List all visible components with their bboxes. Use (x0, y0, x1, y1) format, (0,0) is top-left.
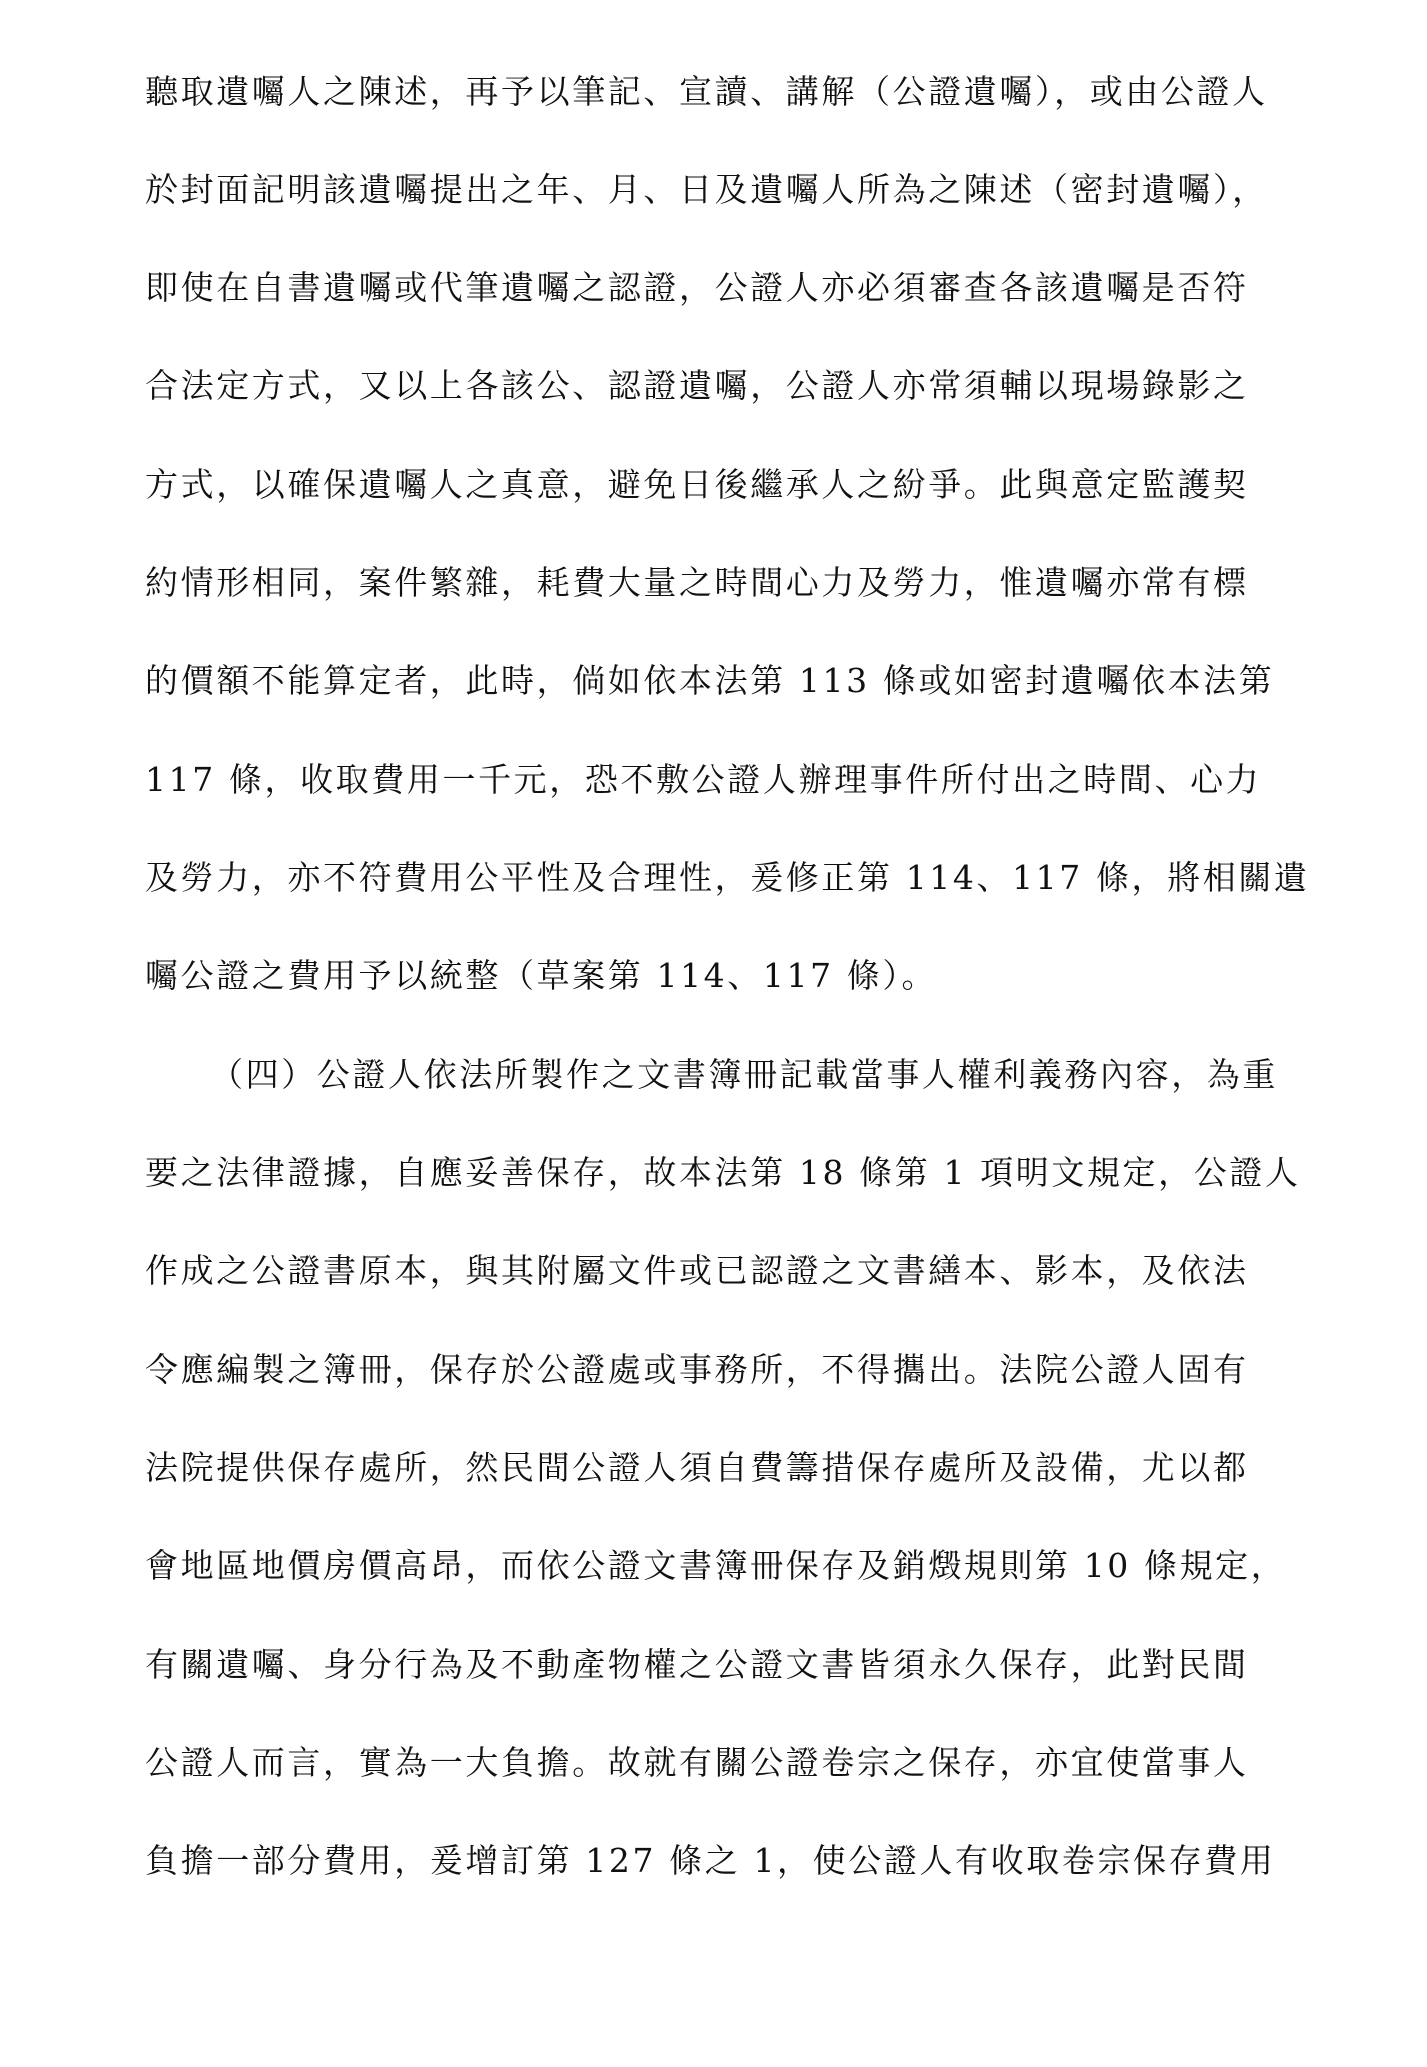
text-line: 囑公證之費用予以統整（草案第 114、117 條）。 (145, 956, 938, 995)
text-line: 有關遺囑、身分行為及不動產物權之公證文書皆須永久保存，此對民間 (145, 1645, 1249, 1684)
text-line: 合法定方式，又以上各該公、認證遺囑，公證人亦常須輔以現場錄影之 (145, 366, 1249, 405)
text-line: 會地區地價房價高昂，而依公證文書簿冊保存及銷燬規則第 10 條規定， (145, 1546, 1287, 1585)
text-line: 聽取遺囑人之陳述，再予以筆記、宣讀、講解（公證遺囑），或由公證人 (145, 72, 1268, 111)
text-line: 公證人而言，實為一大負擔。故就有關公證卷宗之保存，亦宜使當事人 (145, 1743, 1249, 1782)
text-line: 於封面記明該遺囑提出之年、月、日及遺囑人所為之陳述（密封遺囑）， (145, 170, 1268, 209)
text-line: 117 條，收取費用一千元，恐不敷公證人辦理事件所付出之時間、心力 (145, 760, 1262, 799)
text-line: 作成之公證書原本，與其附屬文件或已認證之文書繕本、影本，及依法 (145, 1251, 1249, 1290)
text-line: 方式，以確保遺囑人之真意，避免日後繼承人之紛爭。此與意定監護契 (145, 465, 1249, 504)
text-line: 即使在自書遺囑或代筆遺囑之認證，公證人亦必須審查各該遺囑是否符 (145, 268, 1249, 307)
text-line: 令應編製之簿冊，保存於公證處或事務所，不得攜出。法院公證人固有 (145, 1350, 1249, 1389)
text-line: 約情形相同，案件繁雜，耗費大量之時間心力及勞力，惟遺囑亦常有標 (145, 563, 1249, 602)
text-line: 及勞力，亦不符費用公平性及合理性，爰修正第 114、117 條，將相關遺 (145, 858, 1310, 897)
text-line: 法院提供保存處所，然民間公證人須自費籌措保存處所及設備，尤以都 (145, 1448, 1249, 1487)
text-line: 要之法律證據，自應妥善保存，故本法第 18 條第 1 項明文規定，公證人 (145, 1153, 1301, 1192)
paragraph-start-line: （四）公證人依法所製作之文書簿冊記載當事人權利義務內容，為重 (210, 1055, 1278, 1094)
text-line: 負擔一部分費用，爰增訂第 127 條之 1，使公證人有收取卷宗保存費用 (145, 1841, 1276, 1880)
text-line: 的價額不能算定者，此時，倘如依本法第 113 條或如密封遺囑依本法第 (145, 661, 1275, 700)
